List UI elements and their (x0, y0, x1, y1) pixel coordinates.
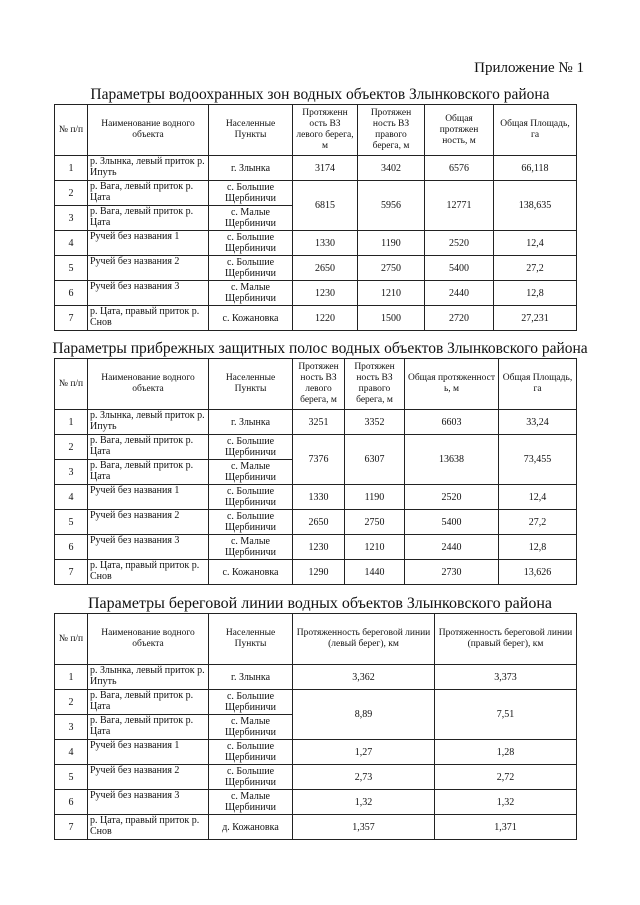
row-number: 5 (55, 256, 88, 281)
left-shoreline-length: 1,27 (293, 740, 435, 765)
settlement-name: с. Большие Щербиничи (209, 256, 293, 281)
water-protection-zones-table (54, 104, 577, 331)
left-shoreline-length: 2,73 (293, 765, 435, 790)
water-object-name: р. Цата, правый приток р. Снов (88, 560, 209, 585)
water-object-name: Ручей без названия 1 (88, 231, 209, 256)
settlement-name: с. Большие Щербиничи (209, 181, 293, 206)
right-shoreline-length: 1,28 (435, 740, 577, 765)
left-bank-length: 2650 (293, 256, 358, 281)
table-row (55, 535, 577, 560)
row-number: 2 (55, 690, 88, 715)
col-header-settlement: Населенные Пункты (209, 614, 293, 665)
appendix-label: Приложение № 1 (474, 60, 584, 76)
left-bank-length: 1290 (293, 560, 345, 585)
water-object-name: р. Цата, правый приток р. Снов (88, 306, 209, 331)
right-bank-length: 2750 (358, 256, 425, 281)
area: 27,231 (494, 306, 577, 331)
table-row (55, 740, 577, 765)
table-row (55, 690, 577, 715)
settlement-name: с. Большие Щербиничи (209, 510, 293, 535)
water-object-name: Ручей без названия 2 (88, 765, 209, 790)
left-bank-length: 1230 (293, 281, 358, 306)
col-header-right-length: Протяжен ность ВЗ правого берега, м (358, 105, 425, 156)
row-number: 6 (55, 535, 88, 560)
right-bank-length: 6307 (345, 435, 405, 485)
water-object-name: р. Вага, левый приток р. Цата (88, 206, 209, 231)
right-bank-length: 1190 (358, 231, 425, 256)
col-header-number: № п/п (55, 105, 88, 156)
total-length: 2730 (405, 560, 499, 585)
coastal-protection-strips-table (54, 358, 577, 585)
area: 27,2 (494, 256, 577, 281)
col-header-settlement: Населенные Пункты (209, 105, 293, 156)
water-object-name: Ручей без названия 3 (88, 281, 209, 306)
table-row (55, 181, 577, 206)
area: 12,4 (499, 485, 577, 510)
right-bank-length: 3352 (345, 410, 405, 435)
row-number: 2 (55, 181, 88, 206)
header-row (55, 105, 577, 156)
settlement-name: г. Злынка (209, 156, 293, 181)
row-number: 1 (55, 665, 88, 690)
row-number: 2 (55, 435, 88, 460)
row-number: 6 (55, 281, 88, 306)
row-number: 5 (55, 510, 88, 535)
left-bank-length: 3174 (293, 156, 358, 181)
col-header-left-length: Протяженн ость ВЗ левого берега, м (293, 105, 358, 156)
table-row (55, 306, 577, 331)
settlement-name: д. Кожановка (209, 815, 293, 840)
settlement-name: с. Большие Щербиничи (209, 435, 293, 460)
table-row (55, 815, 577, 840)
left-shoreline-length: 1,32 (293, 790, 435, 815)
water-object-name: р. Цата, правый приток р. Снов (88, 815, 209, 840)
row-number: 4 (55, 740, 88, 765)
area: 73,455 (499, 435, 577, 485)
water-object-name: Ручей без названия 2 (88, 256, 209, 281)
col-header-left-shoreline: Протяженность береговой линии (левый берег), км (293, 614, 435, 665)
area: 12,8 (494, 281, 577, 306)
water-object-name: р. Злынка, левый приток р. Ипуть (88, 665, 209, 690)
water-object-name: Ручей без названия 1 (88, 485, 209, 510)
row-number: 3 (55, 460, 88, 485)
left-bank-length: 3251 (293, 410, 345, 435)
water-object-name: р. Вага, левый приток р. Цата (88, 715, 209, 740)
row-number: 7 (55, 560, 88, 585)
settlement-name: с. Малые Щербиничи (209, 535, 293, 560)
settlement-name: с. Малые Щербиничи (209, 206, 293, 231)
right-bank-length: 3402 (358, 156, 425, 181)
table-row (55, 765, 577, 790)
settlement-name: с. Кожановка (209, 306, 293, 331)
table-row (55, 510, 577, 535)
water-object-name: р. Злынка, левый приток р. Ипуть (88, 156, 209, 181)
row-number: 5 (55, 765, 88, 790)
left-bank-length: 2650 (293, 510, 345, 535)
settlement-name: с. Большие Щербиничи (209, 740, 293, 765)
table-row (55, 156, 577, 181)
settlement-name: с. Большие Щербиничи (209, 485, 293, 510)
area: 138,635 (494, 181, 577, 231)
left-bank-length: 6815 (293, 181, 358, 231)
col-header-right-length: Протяжен ность ВЗ правого берега, м (345, 359, 405, 410)
area: 12,4 (494, 231, 577, 256)
right-bank-length: 1440 (345, 560, 405, 585)
left-shoreline-length: 3,362 (293, 665, 435, 690)
row-number: 1 (55, 156, 88, 181)
col-header-name: Наименование водного объекта (88, 614, 209, 665)
water-object-name: р. Вага, левый приток р. Цата (88, 435, 209, 460)
left-bank-length: 1220 (293, 306, 358, 331)
right-bank-length: 1210 (358, 281, 425, 306)
col-header-area: Общая Площадь, га (499, 359, 577, 410)
water-object-name: р. Вага, левый приток р. Цата (88, 181, 209, 206)
table-row (55, 665, 577, 690)
table-row (55, 281, 577, 306)
row-number: 7 (55, 815, 88, 840)
water-object-name: р. Вага, левый приток р. Цата (88, 690, 209, 715)
area: 33,24 (499, 410, 577, 435)
settlement-name: г. Злынка (209, 410, 293, 435)
table-row (55, 410, 577, 435)
col-header-left-length: Протяжен ность ВЗ левого берега, м (293, 359, 345, 410)
settlement-name: с. Большие Щербиничи (209, 690, 293, 715)
total-length: 6603 (405, 410, 499, 435)
total-length: 2440 (405, 535, 499, 560)
area: 27,2 (499, 510, 577, 535)
table-row (55, 485, 577, 510)
header-row (55, 359, 577, 410)
col-header-name: Наименование водного объекта (88, 359, 209, 410)
row-number: 1 (55, 410, 88, 435)
total-length: 12771 (425, 181, 494, 231)
total-length: 13638 (405, 435, 499, 485)
total-length: 2720 (425, 306, 494, 331)
left-bank-length: 7376 (293, 435, 345, 485)
right-shoreline-length: 7,51 (435, 690, 577, 740)
total-length: 5400 (425, 256, 494, 281)
total-length: 2440 (425, 281, 494, 306)
settlement-name: г. Злынка (209, 665, 293, 690)
settlement-name: с. Малые Щербиничи (209, 460, 293, 485)
left-bank-length: 1330 (293, 485, 345, 510)
col-header-total-length: Общая протяжен ность, м (425, 105, 494, 156)
right-bank-length: 5956 (358, 181, 425, 231)
water-object-name: Ручей без названия 2 (88, 510, 209, 535)
left-bank-length: 1230 (293, 535, 345, 560)
area: 66,118 (494, 156, 577, 181)
table-row (55, 231, 577, 256)
left-bank-length: 1330 (293, 231, 358, 256)
row-number: 7 (55, 306, 88, 331)
row-number: 4 (55, 485, 88, 510)
col-header-name: Наименование водного объекта (88, 105, 209, 156)
water-object-name: Ручей без названия 3 (88, 535, 209, 560)
col-header-number: № п/п (55, 359, 88, 410)
left-shoreline-length: 8,89 (293, 690, 435, 740)
row-number: 4 (55, 231, 88, 256)
table-row (55, 790, 577, 815)
col-header-area: Общая Площадь, га (494, 105, 577, 156)
area: 12,8 (499, 535, 577, 560)
row-number: 3 (55, 206, 88, 231)
table-row (55, 256, 577, 281)
col-header-number: № п/п (55, 614, 88, 665)
row-number: 6 (55, 790, 88, 815)
right-bank-length: 1190 (345, 485, 405, 510)
total-length: 2520 (425, 231, 494, 256)
total-length: 2520 (405, 485, 499, 510)
right-shoreline-length: 1,32 (435, 790, 577, 815)
right-bank-length: 1210 (345, 535, 405, 560)
settlement-name: с. Малые Щербиничи (209, 281, 293, 306)
table-row (55, 560, 577, 585)
header-row (55, 614, 577, 665)
table2-title: Параметры прибрежных защитных полос водных объектов Злынковского района (52, 340, 588, 357)
settlement-name: с. Кожановка (209, 560, 293, 585)
total-length: 5400 (405, 510, 499, 535)
right-bank-length: 2750 (345, 510, 405, 535)
shoreline-table (54, 613, 577, 840)
table-row (55, 435, 577, 460)
right-shoreline-length: 2,72 (435, 765, 577, 790)
total-length: 6576 (425, 156, 494, 181)
water-object-name: Ручей без названия 1 (88, 740, 209, 765)
right-shoreline-length: 1,371 (435, 815, 577, 840)
col-header-right-shoreline: Протяженность береговой линии (правый берег), км (435, 614, 577, 665)
table1-title: Параметры водоохранных зон водных объектов Злынковского района (90, 86, 550, 103)
col-header-total-length: Общая протяженност ь, м (405, 359, 499, 410)
right-bank-length: 1500 (358, 306, 425, 331)
settlement-name: с. Малые Щербиничи (209, 715, 293, 740)
right-shoreline-length: 3,373 (435, 665, 577, 690)
water-object-name: р. Вага, левый приток р. Цата (88, 460, 209, 485)
water-object-name: Ручей без названия 3 (88, 790, 209, 815)
col-header-settlement: Населенные Пункты (209, 359, 293, 410)
settlement-name: с. Большие Щербиничи (209, 231, 293, 256)
settlement-name: с. Большие Щербиничи (209, 765, 293, 790)
row-number: 3 (55, 715, 88, 740)
water-object-name: р. Злынка, левый приток р. Ипуть (88, 410, 209, 435)
left-shoreline-length: 1,357 (293, 815, 435, 840)
table3-title: Параметры береговой линии водных объектов Злынковского района (88, 595, 552, 612)
settlement-name: с. Малые Щербиничи (209, 790, 293, 815)
area: 13,626 (499, 560, 577, 585)
